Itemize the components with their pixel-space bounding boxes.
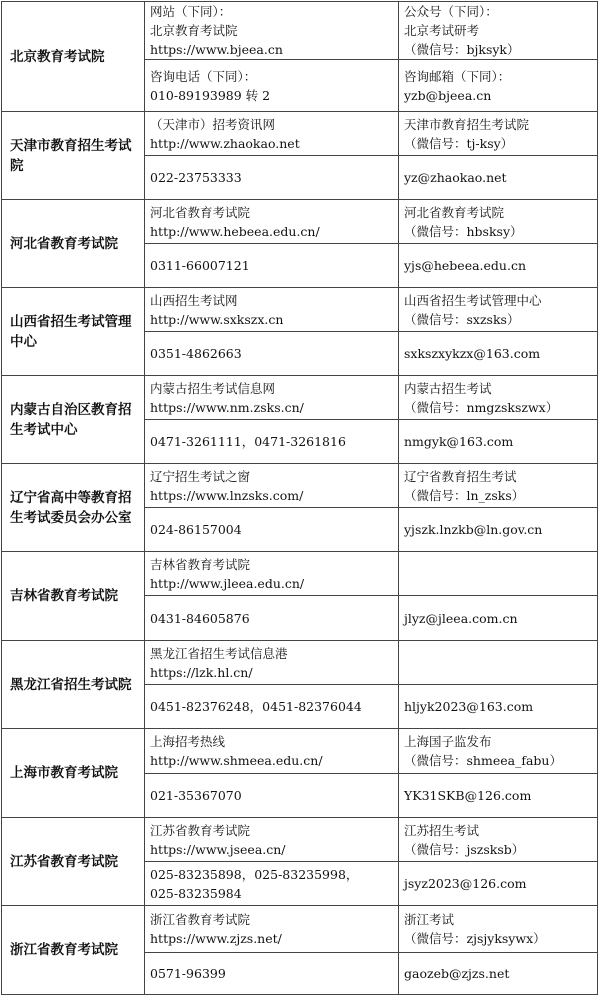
phone-cell-line: 咨询电话（下同）： (150, 68, 257, 84)
wechat-account-cell-line: 河北省教育考试院 (404, 204, 505, 220)
table-row (2, 818, 598, 862)
phone-cell (145, 156, 399, 200)
email-cell-line: jlyz@jleea.com.cn (404, 610, 518, 626)
wechat-account-cell-line: （微信号：shmeea_fabu） (404, 753, 562, 768)
contact-table (1, 1, 598, 995)
wechat-account-cell-line: 江苏招生考试 (404, 822, 480, 838)
phone-cell-line: 022-23753333 (150, 170, 242, 185)
wechat-account-cell (399, 729, 598, 774)
phone-cell-line: 025-83235984 (150, 885, 242, 901)
website-cell[interactable] (145, 288, 399, 332)
website-cell-line: 上海招考热线 (150, 734, 226, 749)
email-cell[interactable] (399, 60, 598, 112)
wechat-account-cell-line: （微信号：bjksyk） (404, 42, 520, 57)
website-cell-line: 吉林省教育考试院 (150, 556, 251, 572)
phone-cell-line: 021-35367070 (150, 788, 242, 803)
email-cell-line: gaozeb@zjzs.net (404, 966, 510, 981)
website-cell[interactable] (145, 112, 399, 156)
institution-name: 上海市教育考试院 (2, 729, 145, 818)
email-cell-line: nmgyk@163.com (404, 434, 514, 449)
phone-cell-line: 024-86157004 (150, 522, 242, 537)
table-row (2, 552, 598, 596)
email-cell-line: yzb@bjeea.cn (404, 87, 492, 103)
institution-name: 山西省招生考试管理中心 (2, 288, 145, 376)
wechat-account-cell-line: 公众号（下同）： (404, 4, 498, 19)
phone-cell-line: 025-83235898，025-83235998， (150, 866, 359, 882)
table-row (2, 729, 598, 774)
wechat-account-cell-line: 山西省招生考试管理中心 (404, 292, 542, 308)
website-cell-line: 山西招生考试网 (150, 292, 238, 308)
institution-name: 内蒙古自治区教育招生考试中心 (2, 376, 145, 464)
website-cell-line: https://lzk.hl.cn/ (150, 664, 253, 680)
wechat-account-cell (399, 906, 598, 953)
wechat-account-cell-line: （微信号：sxzsks） (404, 311, 520, 327)
website-cell-line: https://www.zjzs.net/ (150, 931, 282, 946)
website-cell[interactable] (145, 376, 399, 420)
phone-cell-line: 010-89193989 转 2 (150, 87, 271, 103)
wechat-account-cell (399, 641, 598, 685)
wechat-account-cell-line: （微信号：hbsksy） (404, 223, 523, 239)
institution-name: 浙江省教育考试院 (2, 906, 145, 995)
phone-cell-line: 0351-4862663 (150, 346, 242, 361)
email-cell[interactable] (399, 862, 598, 906)
website-cell[interactable] (145, 906, 399, 953)
website-cell-line: 网站（下同）： (150, 4, 232, 19)
email-cell-line: hljyk2023@163.com (404, 699, 534, 714)
phone-cell-line: 0311-66007121 (150, 258, 250, 273)
email-cell-line: yjszk.lnzkb@ln.gov.cn (404, 522, 543, 537)
phone-cell-line: 0471-3261111，0471-3261816 (150, 434, 346, 449)
wechat-account-cell (399, 376, 598, 420)
email-cell-line: YK31SKB@126.com (404, 788, 532, 803)
phone-cell (145, 244, 399, 288)
email-cell[interactable] (399, 685, 598, 729)
website-cell[interactable] (145, 641, 399, 685)
phone-cell (145, 862, 399, 906)
institution-name: 江苏省教育考试院 (2, 818, 145, 906)
email-cell[interactable] (399, 244, 598, 288)
wechat-account-cell-line: 内蒙古招生考试 (404, 380, 492, 396)
wechat-account-cell-line: （微信号：tj-ksy） (404, 135, 514, 151)
institution-name: 天津市教育招生考试院 (2, 112, 145, 200)
wechat-account-cell-line: （微信号：zjsjyksywx） (404, 931, 546, 946)
website-cell[interactable] (145, 818, 399, 862)
wechat-account-cell-line: 北京考试研考 (404, 23, 480, 38)
website-cell-line: https://www.jseea.cn/ (150, 841, 286, 857)
email-cell-line: yz@zhaokao.net (404, 170, 507, 185)
wechat-account-cell-line: 天津市教育招生考试院 (404, 116, 530, 132)
table-row (2, 200, 598, 244)
email-cell[interactable] (399, 420, 598, 464)
table-row (2, 112, 598, 156)
phone-cell (145, 596, 399, 641)
institution-name: 河北省教育考试院 (2, 200, 145, 288)
table-row (2, 2, 598, 60)
table-row (2, 288, 598, 332)
email-cell-line: sxkszxykzx@163.com (404, 346, 541, 361)
phone-cell (145, 508, 399, 552)
phone-cell (145, 774, 399, 818)
website-cell-line: 浙江省教育考试院 (150, 912, 251, 927)
website-cell[interactable] (145, 552, 399, 596)
website-cell-line: 北京教育考试院 (150, 23, 238, 38)
phone-cell (145, 953, 399, 995)
website-cell[interactable] (145, 729, 399, 774)
table-row (2, 376, 598, 420)
website-cell-line: http://www.sxkszx.cn (150, 311, 284, 327)
wechat-account-cell-line: 辽宁省教育招生考试 (404, 468, 517, 484)
website-cell-line: https://www.lnzsks.com/ (150, 487, 304, 503)
phone-cell-line: 0571-96399 (150, 966, 226, 981)
phone-cell-line: 0431-84605876 (150, 610, 250, 626)
website-cell-line: 辽宁招生考试之窗 (150, 468, 251, 484)
website-cell-line: （天津市）招考资讯网 (150, 116, 276, 132)
email-cell[interactable] (399, 156, 598, 200)
website-cell-line: http://www.hebeea.edu.cn/ (150, 223, 320, 239)
wechat-account-cell (399, 552, 598, 596)
table-row (2, 641, 598, 685)
email-cell[interactable] (399, 953, 598, 995)
institution-name: 北京教育考试院 (2, 2, 145, 112)
email-cell[interactable] (399, 332, 598, 376)
website-cell-line: 江苏省教育考试院 (150, 822, 251, 838)
wechat-account-cell (399, 288, 598, 332)
wechat-account-cell-line: （微信号：ln_zsks） (404, 487, 525, 503)
wechat-account-cell (399, 112, 598, 156)
wechat-account-cell-line: （微信号：jszsksb） (404, 841, 525, 857)
website-cell-line: http://www.jleea.edu.cn/ (150, 575, 305, 591)
wechat-account-cell (399, 818, 598, 862)
website-cell-line: 河北省教育考试院 (150, 204, 251, 220)
wechat-account-cell-line: 浙江考试 (404, 912, 455, 927)
website-cell-line: https://www.nm.zsks.cn/ (150, 399, 304, 415)
table-row (2, 906, 598, 953)
wechat-account-cell (399, 200, 598, 244)
website-cell-line: 内蒙古招生考试信息网 (150, 380, 276, 396)
wechat-account-cell-line: （微信号：nmgzskszwx） (404, 399, 559, 415)
contact-table-body (2, 2, 598, 995)
email-cell-line: 咨询邮箱（下同）： (404, 68, 511, 84)
website-cell[interactable] (145, 464, 399, 508)
website-cell[interactable] (145, 2, 399, 60)
email-cell-line: yjs@hebeea.edu.cn (404, 258, 526, 273)
email-cell[interactable] (399, 508, 598, 552)
email-cell[interactable] (399, 774, 598, 818)
email-cell[interactable] (399, 596, 598, 641)
website-cell-line: 黑龙江省招生考试信息港 (150, 645, 288, 661)
institution-name: 吉林省教育考试院 (2, 552, 145, 641)
institution-name: 黑龙江省招生考试院 (2, 641, 145, 729)
institution-name: 辽宁省高中等教育招生考试委员会办公室 (2, 464, 145, 552)
phone-cell (145, 60, 399, 112)
website-cell-line: https://www.bjeea.cn (150, 42, 283, 57)
phone-cell (145, 332, 399, 376)
website-cell[interactable] (145, 200, 399, 244)
phone-cell-line: 0451-82376248，0451-82376044 (150, 699, 362, 714)
website-cell-line: http://www.shmeea.edu.cn/ (150, 753, 323, 768)
email-cell-line: jsyz2023@126.com (404, 876, 527, 891)
phone-cell (145, 685, 399, 729)
wechat-account-cell (399, 464, 598, 508)
website-cell-line: http://www.zhaokao.net (150, 135, 300, 151)
wechat-account-cell (399, 2, 598, 60)
table-row (2, 464, 598, 508)
phone-cell (145, 420, 399, 464)
wechat-account-cell-line: 上海国子监发布 (404, 734, 492, 749)
